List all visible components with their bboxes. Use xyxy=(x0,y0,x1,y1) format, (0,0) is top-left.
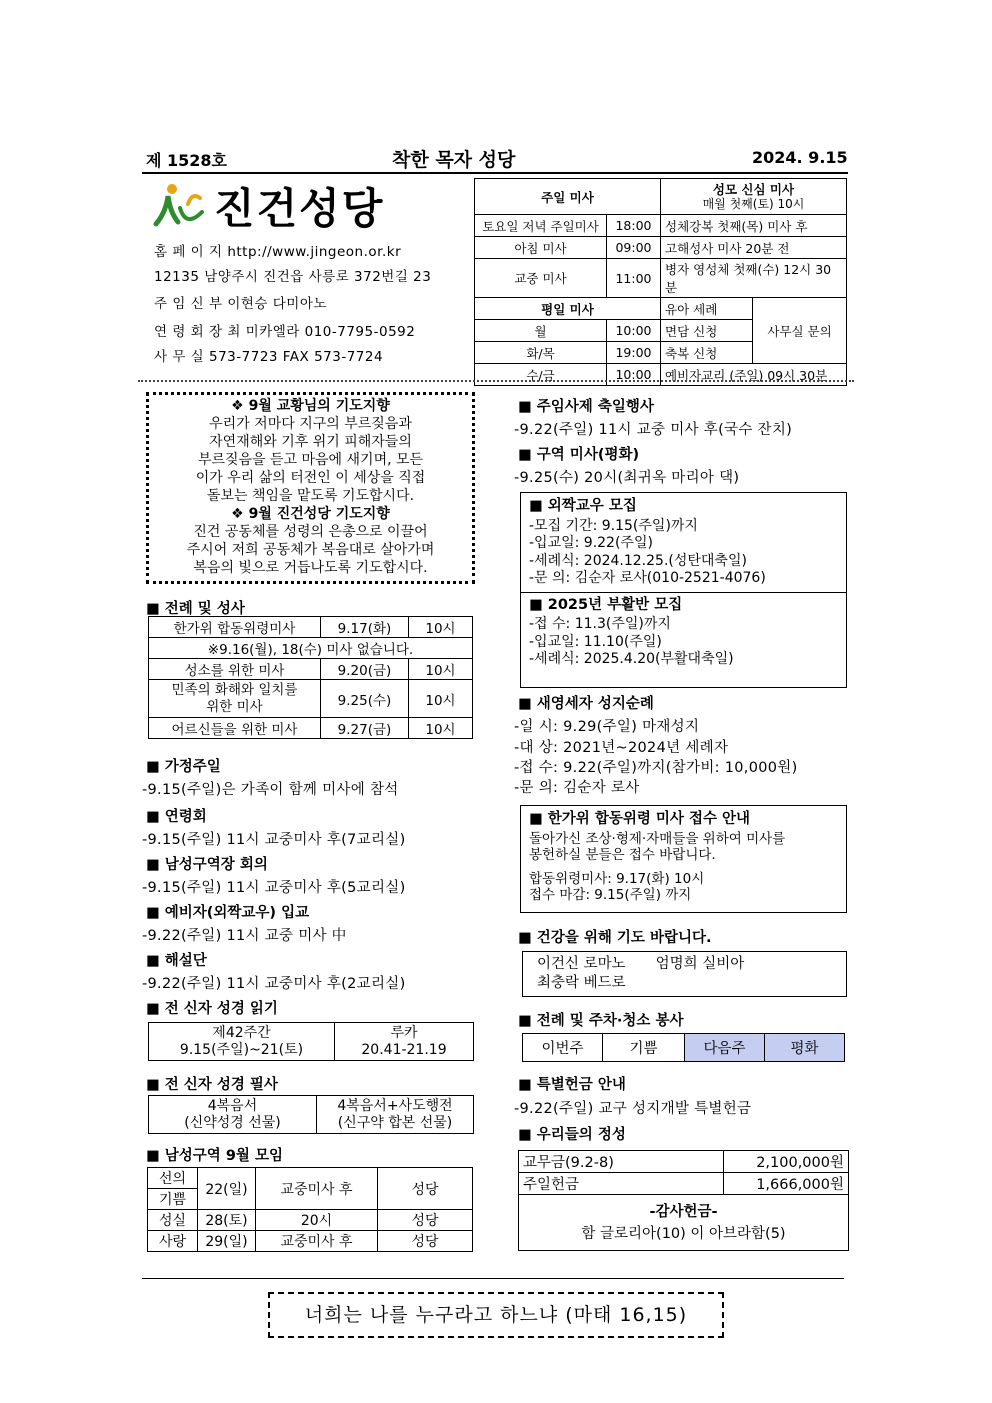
table-row: 수/금 10:00 예비자교리 (주일) 09시 30분 xyxy=(475,364,847,386)
table-row: 아침 미사 09:00 고해성사 미사 20분 전 xyxy=(475,237,847,259)
section-divider xyxy=(138,380,854,382)
table-row: 선의 22(일) 교중미사 후 성당 xyxy=(148,1168,473,1189)
office-contact: 사 무 실 573-7723 FAX 573-7724 xyxy=(154,349,384,365)
section-title: ■ 전례 및 주차·청소 봉사 xyxy=(518,1009,683,1030)
table-row: 어르신들을 위한 미사 9.27(금) 10시 xyxy=(149,718,473,739)
table-row: 월 10:00 면담 신청 xyxy=(475,320,847,342)
church-logo-icon xyxy=(152,182,208,230)
section-title: ■ 주임사제 축일행사 xyxy=(518,395,654,416)
table-row: 화/목 19:00 축복 신청 xyxy=(475,342,847,364)
table-row: 성소를 위한 미사 9.20(금) 10시 xyxy=(149,659,473,680)
offering-table: 교무금(9.2-8) 2,100,000원 주일헌금 1,666,000원 -감사헌금- 함 글로리아(10) 이 아브라함(5) xyxy=(518,1150,849,1251)
section-title: ■ 건강을 위해 기도 바랍니다. xyxy=(518,926,711,947)
table-row: 민족의 화해와 일치를 위한 미사 9.25(수) 10시 xyxy=(149,680,473,718)
address: 12135 남양주시 진건읍 사릉로 372번길 23 xyxy=(154,269,432,285)
parish-prayer-title: ❖ 9월 진건성당 기도지향 xyxy=(231,506,390,522)
council-contact: 연 령 회 장 최 미카엘라 010-7795-0592 xyxy=(154,324,416,340)
section-title: ■ 남성구역 9월 모임 xyxy=(146,1144,283,1165)
section-title: ■ 예비자(외짝교우) 입교 xyxy=(146,901,309,922)
health-prayer-box: 이건신 로마노 엄명희 실비아 최충락 베드로 xyxy=(522,951,847,997)
section-title: ■ 전 신자 성경 필사 xyxy=(146,1073,278,1094)
table-row: 주일헌금 1,666,000원 xyxy=(519,1173,849,1195)
service-table: 이번주 기쁨 다음주 평화 xyxy=(522,1033,845,1062)
page-title: 착한 목자 성당 xyxy=(392,149,516,171)
meeting-table xyxy=(147,1167,473,1252)
weekday-mass-header: 평일 미사 xyxy=(475,298,661,320)
prayer-intentions-box: ❖ 9월 교황님의 기도지향 우리가 저마다 지구의 부르짖음과 자연재해와 기후 위기 피해자들의 부르짖음을 듣고 마음에 새기며, 모든 이가 우리 삶의 터전인 이 세상을 직접 돌보는 책임을 맡도록 기도합시다. ❖ 9월 진건성당 기도지향 진건 공동체를 성령의 은총으로 이끌어 주시어 저희 공동체가 복음대로 살아가며 복음의 빛으로 거듭나도록 기도합시다. xyxy=(146,392,475,584)
section-title: ■ 해설단 xyxy=(146,949,207,970)
table-row xyxy=(149,638,473,659)
table-row: 기쁨 xyxy=(148,1189,473,1210)
bible-reading-table: 제42주간 9.15(주일)~21(토) 루카 20.41-21.19 xyxy=(148,1022,474,1061)
memorial-mass-box: ■ 한가위 합동위령 미사 접수 안내 돌아가신 조상·형제·자매들을 위하여 미사를 봉헌하실 분들은 접수 바랍니다. 합동위령미사: 9.17(화) 10시 접수 마감: 9.15(주일) 까지 xyxy=(520,805,847,913)
footer-divider xyxy=(142,1278,844,1279)
table-row: 한가위 합동위령미사 9.17(화) 10시 xyxy=(149,617,473,638)
mass-schedule-table xyxy=(474,178,847,386)
bible-copy-table: 4복음서 (신약성경 선물) 4복음서+사도행전 (신구약 합본 선물) xyxy=(148,1095,474,1134)
table-row: 평일 미사 유아 세례 사무실 문의 xyxy=(475,298,847,320)
scripture-quote: 너희는 나를 누구라고 하느냐 (마태 16,15) xyxy=(268,1292,724,1338)
pastor: 주 임 신 부 이현승 다미아노 xyxy=(154,296,327,312)
section-title: ■ 우리들의 정성 xyxy=(518,1123,626,1144)
section-title: ■ 가정주일 xyxy=(146,755,221,776)
table-row: 성실 28(토) 20시 성당 xyxy=(148,1210,473,1231)
issue-number: 제 1528호 xyxy=(146,151,228,170)
table-row: 사랑 29(일) 교중미사 후 성당 xyxy=(148,1231,473,1252)
liturgy-note: ※9.16(월), 18(수) 미사 없습니다. xyxy=(149,638,473,659)
section-title: ■ 특별헌금 안내 xyxy=(518,1073,626,1094)
section-title: ■ 구역 미사(평화) xyxy=(518,443,639,464)
header-divider xyxy=(142,172,848,174)
section-title: ■ 남성구역장 회의 xyxy=(146,853,268,874)
liturgy-table xyxy=(148,616,473,739)
issue-date: 2024. 9.15 xyxy=(752,148,848,167)
recruit-box: ■ 외짝교우 모집 -모집 기간: 9.15(주일)까지 -입교일: 9.22(주일) -세례식: 2024.12.25.(성탄대축일) -문 의: 김순자 로사(010-2521-4076) ■ 2025년 부활반 모집 -접 수: 11.3(주일)까지 -입교일: 11.10(주일) -세례식: 2025.4.20(부활대축일) xyxy=(520,492,847,688)
homepage-link[interactable]: 홈 페 이 지 http://www.jingeon.or.kr xyxy=(154,244,402,260)
section-title: ■ 연령회 xyxy=(146,805,207,826)
sunday-mass-header: 주일 미사 xyxy=(475,179,661,215)
section-title: ■ 전례 및 성사 xyxy=(146,597,245,618)
logo-text: 진건성당 xyxy=(214,184,385,233)
pope-prayer-title: ❖ 9월 교황님의 기도지향 xyxy=(231,398,390,414)
office-inquiry: 사무실 문의 xyxy=(753,298,847,364)
table-row: 교중 미사 11:00 병자 영성체 첫째(수) 12시 30분 xyxy=(475,259,847,298)
section-title: ■ 새영세자 성지순례 xyxy=(518,692,654,713)
table-row: 교무금(9.2-8) 2,100,000원 xyxy=(519,1151,849,1173)
section-title: ■ 전 신자 성경 읽기 xyxy=(146,997,278,1018)
table-row: 토요일 저녁 주일미사 18:00 성체강복 첫째(목) 미사 후 xyxy=(475,215,847,237)
holy-hour-header: 성모 신심 미사 매월 첫째(토) 10시 xyxy=(661,179,847,215)
